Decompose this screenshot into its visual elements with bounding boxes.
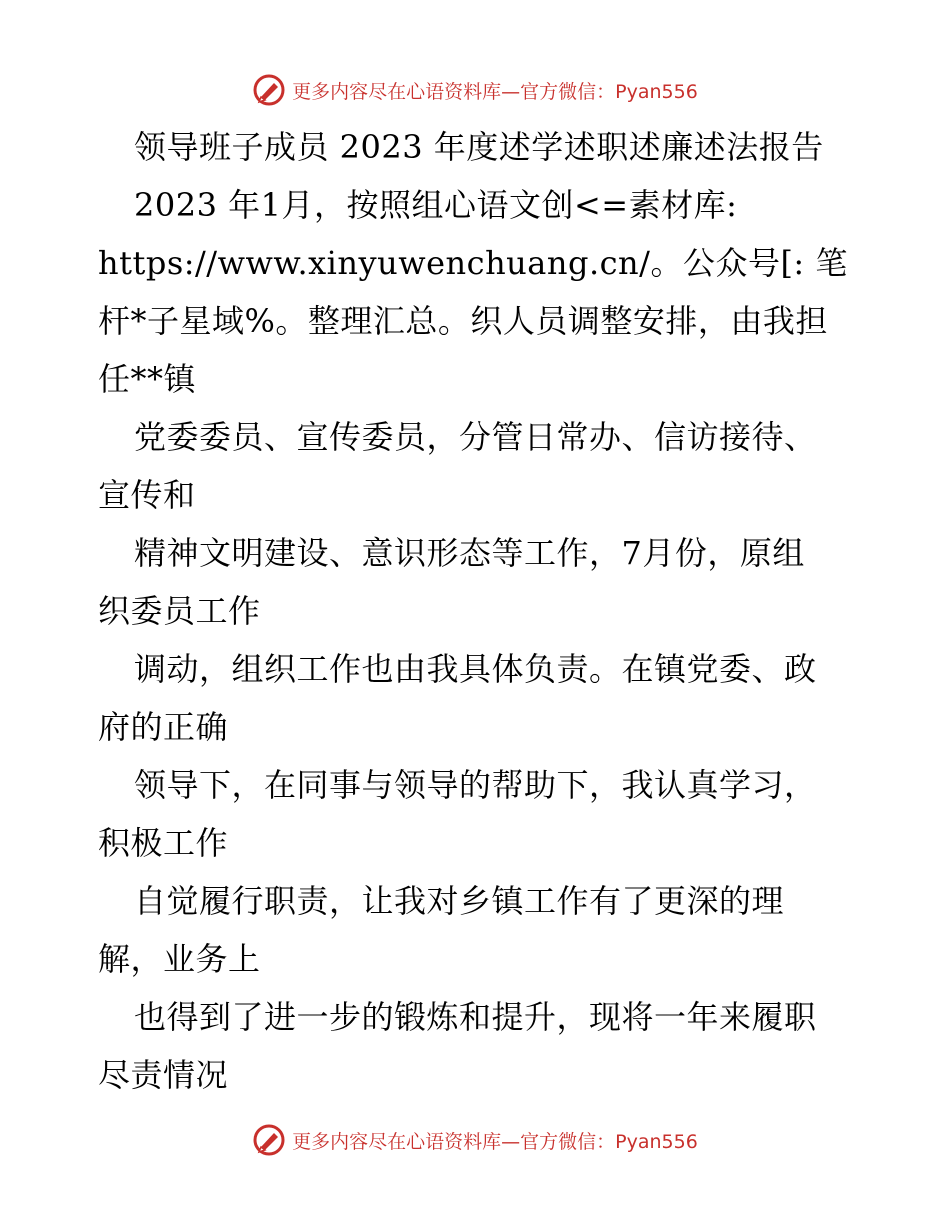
paragraph-line: https://www.xinyuwenchuang.cn/。公众号[: 笔 xyxy=(98,244,848,282)
banner-text: 更多内容尽在心语资料库—官方微信：Pyan556 xyxy=(292,1130,698,1153)
paragraph-line: 织委员工作 xyxy=(98,592,261,630)
paragraph-line: 杆*子星域%。整理汇总。织人员调整安排，由我担 xyxy=(98,302,828,340)
pen-logo-icon xyxy=(252,73,286,107)
document-title: 领导班子成员 2023 年度述学述职述廉述法报告 xyxy=(134,128,824,166)
banner-text: 更多内容尽在心语资料库—官方微信：Pyan556 xyxy=(292,80,698,103)
paragraph-line: 积极工作 xyxy=(98,824,229,862)
paragraph-line: 宣传和 xyxy=(98,476,196,514)
paragraph-line: 自觉履行职责，让我对乡镇工作有了更深的理 xyxy=(134,882,785,920)
paragraph-line: 领导下，在同事与领导的帮助下，我认真学习， xyxy=(134,766,817,804)
header-banner xyxy=(0,70,950,110)
paragraph-line: 党委委员、宣传委员，分管日常办、信访接待、 xyxy=(134,418,817,456)
paragraph-line: 调动，组织工作也由我具体负责。在镇党委、政 xyxy=(134,650,817,688)
paragraph-line: 府的正确 xyxy=(98,708,229,746)
paragraph-line: 精神文明建设、意识形态等工作，7月份，原组 xyxy=(134,534,805,572)
footer-banner xyxy=(0,1120,950,1160)
document-body xyxy=(98,118,858,1104)
pen-logo-icon xyxy=(252,1123,286,1157)
paragraph-line: 也得到了进一步的锻炼和提升，现将一年来履职 xyxy=(134,998,817,1036)
paragraph-line: 尽责情况 xyxy=(98,1056,229,1094)
paragraph-line: 任**镇 xyxy=(98,360,197,398)
paragraph-line: 2023 年1月，按照组心语文创<=素材库: xyxy=(134,186,738,224)
paragraph-line: 解，业务上 xyxy=(98,940,261,978)
